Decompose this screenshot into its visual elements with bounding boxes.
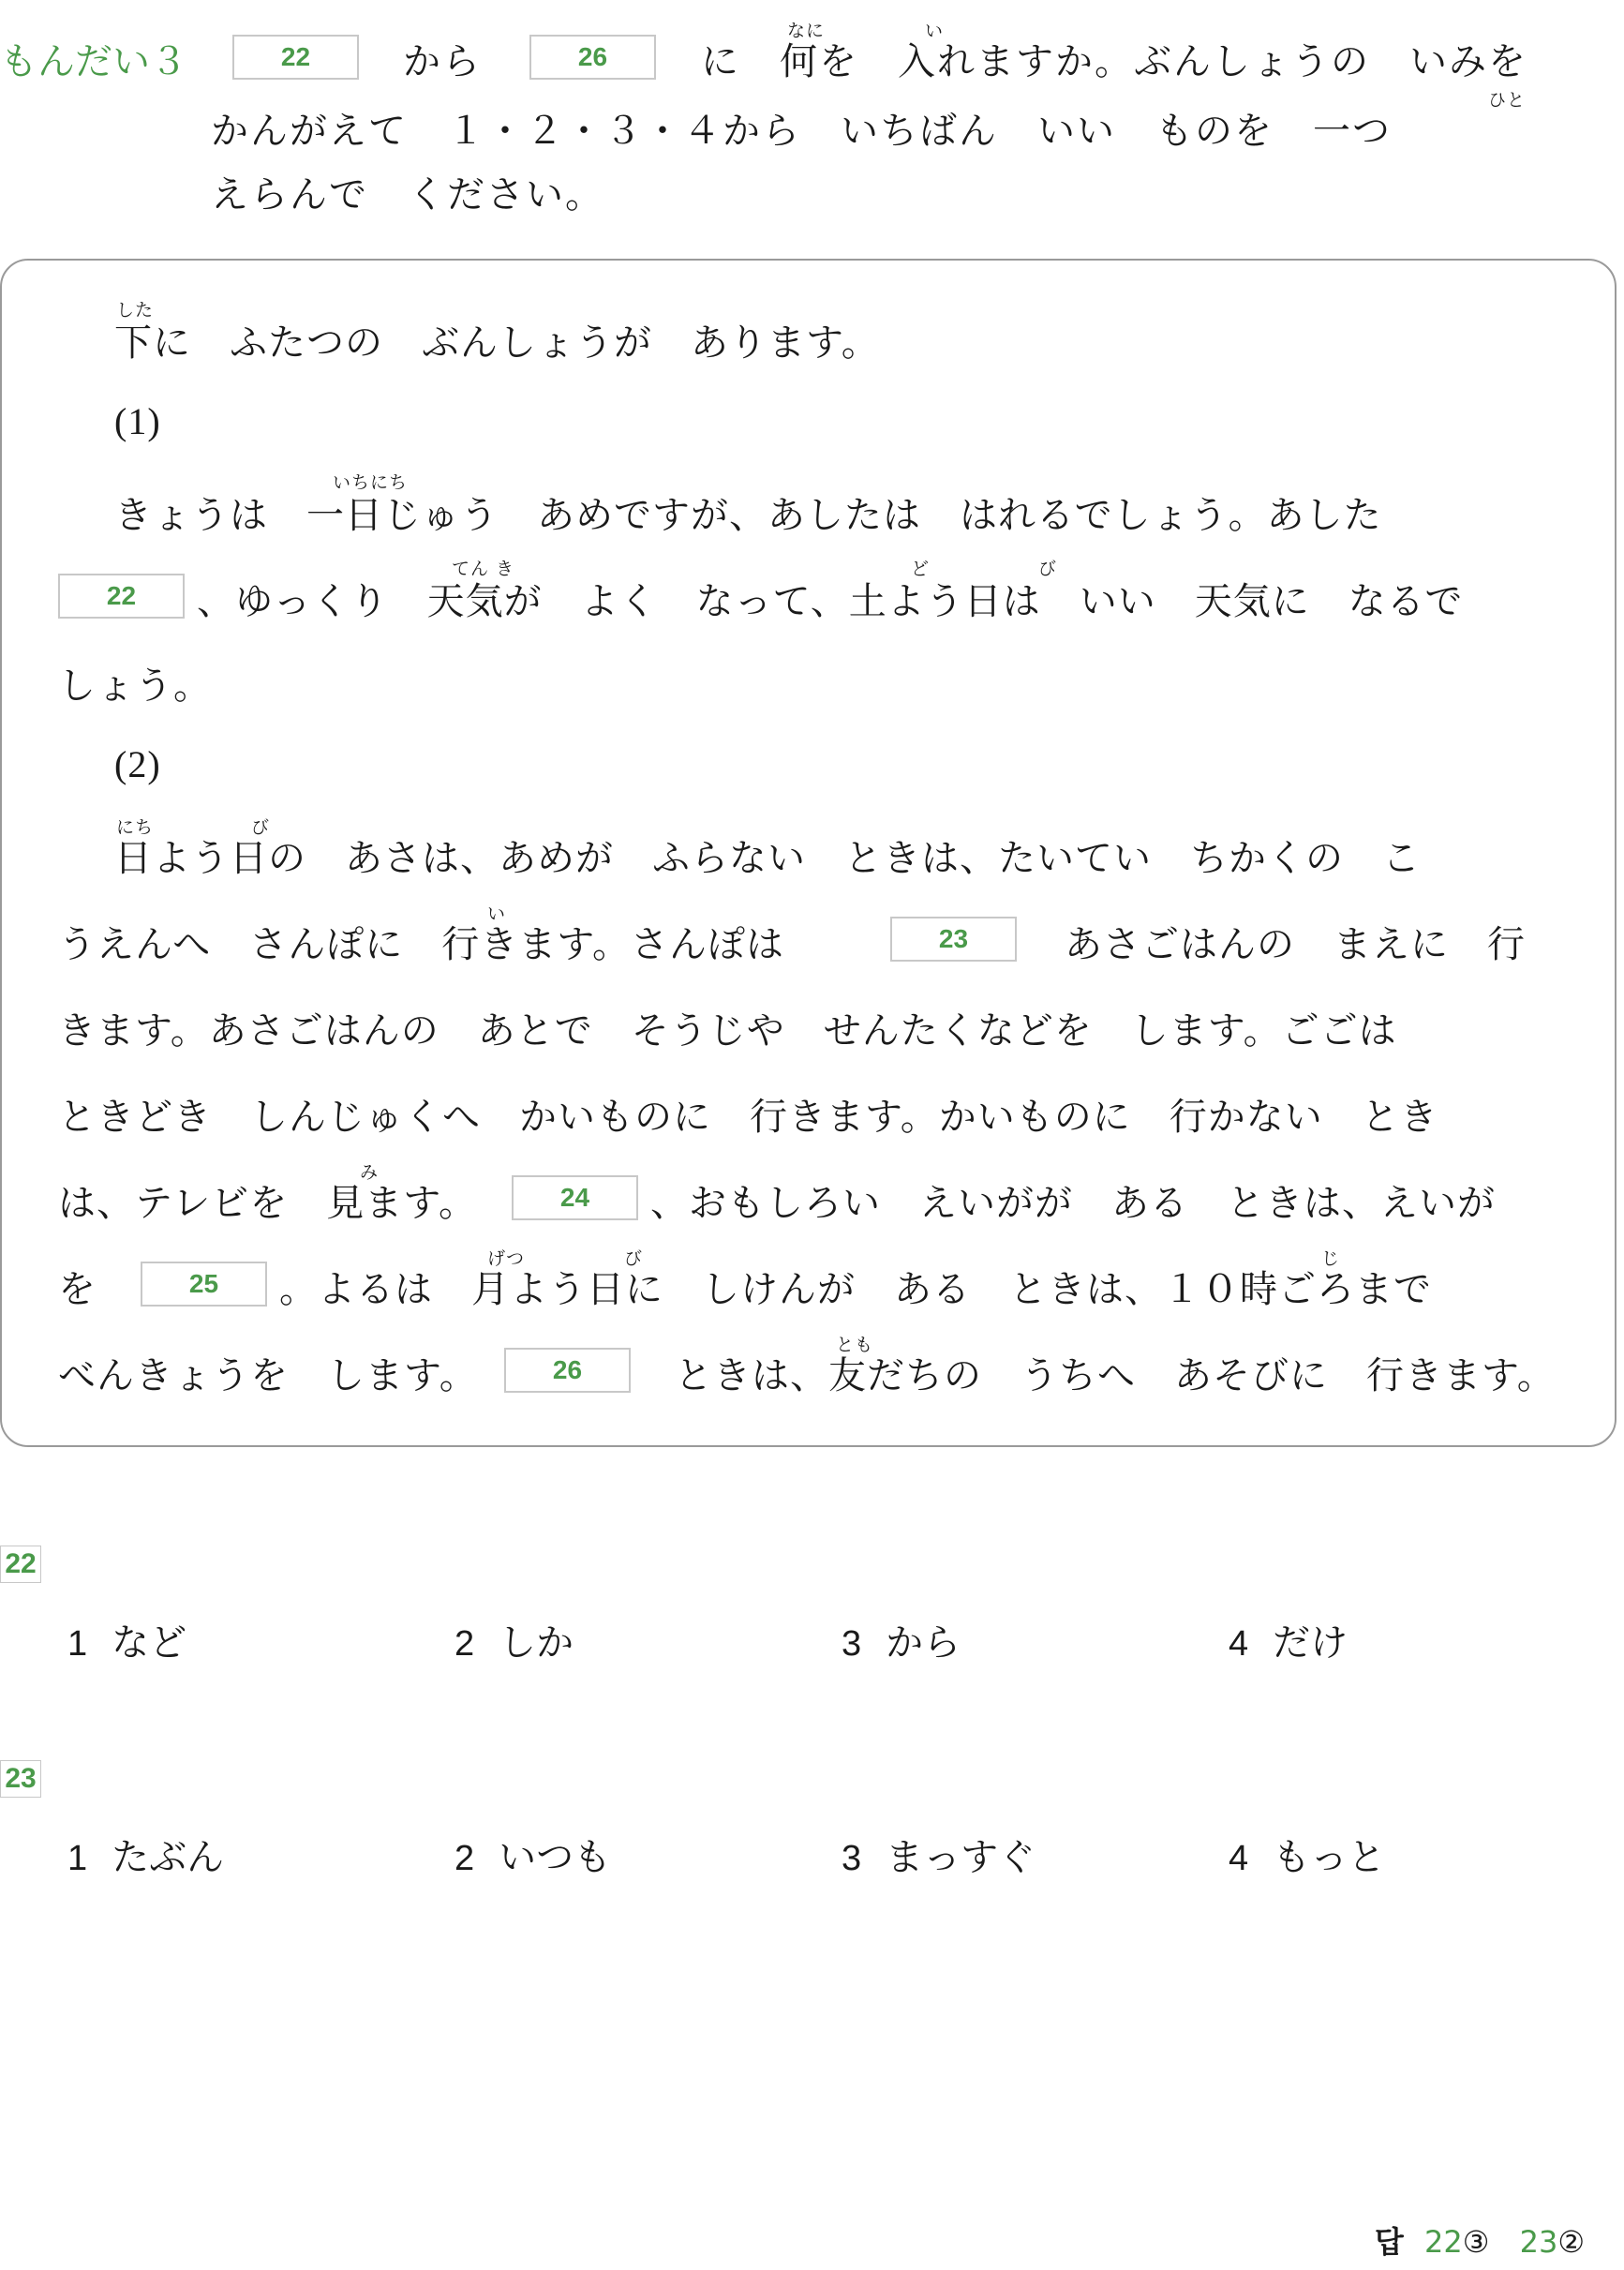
blank-26: 26 [504, 1348, 631, 1393]
option-text: など [112, 1621, 187, 1665]
passage-1-line-3: しょう。 [58, 665, 212, 708]
passage-2-line-6a: を [58, 1268, 97, 1311]
option-text: しか [499, 1621, 574, 1665]
range-start-box: 22 [232, 35, 359, 80]
option-22-3[interactable] [842, 1613, 961, 1666]
instruction-kara: から [403, 40, 482, 83]
option-text: だけ [1273, 1621, 1348, 1665]
passage-2-line-7b: ときは、友だちの うちへ あそびに 行きます。 [675, 1354, 1556, 1397]
answer-22-number: 22 [1424, 2224, 1463, 2260]
answer-22-value: ③ [1462, 2224, 1490, 2260]
ruby-nichi: にち [116, 817, 155, 838]
blank-22: 22 [58, 574, 185, 619]
passage-1-label: (1) [114, 400, 161, 442]
answer-23-number: 23 [1519, 2224, 1558, 2260]
option-23-3[interactable] [842, 1828, 1035, 1881]
option-number: 2 [454, 1624, 475, 1664]
passage-2-line-6b: 。よるは 月よう日に しけんが ある ときは、１０時ごろまで [279, 1268, 1432, 1311]
option-text: いつも [499, 1836, 612, 1879]
passage-2-line-1: 日よう日の あさは、あめが ふらない ときは、たいてい ちかくの こ [114, 837, 1421, 880]
ruby-do: ど [911, 559, 931, 579]
option-text: たぶん [112, 1836, 225, 1879]
ruby-tomo: とも [836, 1335, 874, 1355]
option-text: もっと [1273, 1836, 1386, 1879]
question-number: 23 [0, 1760, 41, 1798]
passage-1-line-2: 、ゆっくり 天気が よく なって、土よう日は いい 天気に なるで [197, 580, 1464, 623]
ruby-shita: した [116, 300, 155, 321]
option-22-4[interactable] [1229, 1613, 1348, 1666]
passage-intro: 下に ふたつの ぶんしょうが あります。 [114, 321, 880, 365]
option-22-1[interactable] [67, 1613, 186, 1666]
passage-2-line-4: ときどき しんじゅくへ かいものに 行きます。かいものに 行かない とき [58, 1096, 1438, 1139]
blank-24: 24 [512, 1175, 638, 1220]
ruby-nani: なに [787, 21, 826, 41]
passage-2-line-2b: あさごはんの まえに 行 [1065, 923, 1526, 966]
passage-2-line-2a: うえんへ さんぽに 行きます。さんぽは [58, 923, 784, 966]
passage-2-line-5a: は、テレビを 見ます。 [58, 1182, 477, 1225]
blank-25: 25 [141, 1262, 267, 1307]
problem-title: もんだい３ [0, 41, 187, 82]
passage-2-line-5b: 、おもしろい えいがが ある ときは、えいが [650, 1182, 1496, 1225]
option-number: 1 [67, 1624, 88, 1664]
option-number: 4 [1229, 1624, 1249, 1664]
option-23-1[interactable] [67, 1828, 224, 1881]
passage-1-line-1: きょうは 一日じゅう あめですが、あしたは はれるでしょう。あした [114, 494, 1382, 537]
passage-2-line-7a: べんきょうを します。 [58, 1354, 478, 1397]
answer-key [1375, 2218, 1585, 2262]
question-number: 22 [0, 1546, 41, 1583]
passage-box [0, 259, 1617, 1447]
range-end-box: 26 [529, 35, 656, 80]
ruby-ichinichi: いちにち [333, 472, 409, 493]
option-22-2[interactable] [454, 1613, 574, 1666]
answer-23-value: ② [1557, 2224, 1585, 2260]
option-23-4[interactable] [1229, 1828, 1385, 1881]
instruction-line-3: えらんで ください。 [211, 173, 604, 217]
passage-2-label: (2) [114, 743, 161, 785]
instruction-line-2: かんがえて １・２・３・４から いちばん いい ものを 一つ [211, 110, 1392, 153]
ruby-i-2: い [487, 904, 507, 924]
blank-23: 23 [890, 917, 1017, 962]
passage-2-line-3: きます。あさごはんの あとで そうじや せんたくなどを します。ごごは [58, 1009, 1397, 1053]
ruby-bi-2: び [251, 817, 271, 838]
option-number: 1 [67, 1839, 88, 1878]
ruby-hito: ひと [1488, 90, 1527, 111]
option-number: 3 [842, 1839, 862, 1878]
answer-label: 답 [1374, 2224, 1404, 2260]
option-number: 3 [842, 1624, 862, 1664]
ruby-ji: じ [1321, 1248, 1341, 1269]
option-23-2[interactable] [454, 1828, 611, 1881]
ruby-i: い [925, 21, 945, 41]
option-number: 2 [454, 1839, 475, 1878]
option-number: 4 [1229, 1839, 1249, 1878]
instruction-line-1: に 何を 入れますか。ぶんしょうの いみを [701, 40, 1527, 83]
ruby-bi-3: び [624, 1248, 644, 1269]
ruby-getsu: げつ [487, 1248, 526, 1269]
ruby-tenki: てん き [452, 559, 515, 579]
ruby-mi: み [360, 1162, 380, 1183]
option-text: まっすぐ [886, 1836, 1036, 1879]
option-text: から [886, 1621, 961, 1665]
ruby-bi-1: び [1038, 559, 1058, 579]
